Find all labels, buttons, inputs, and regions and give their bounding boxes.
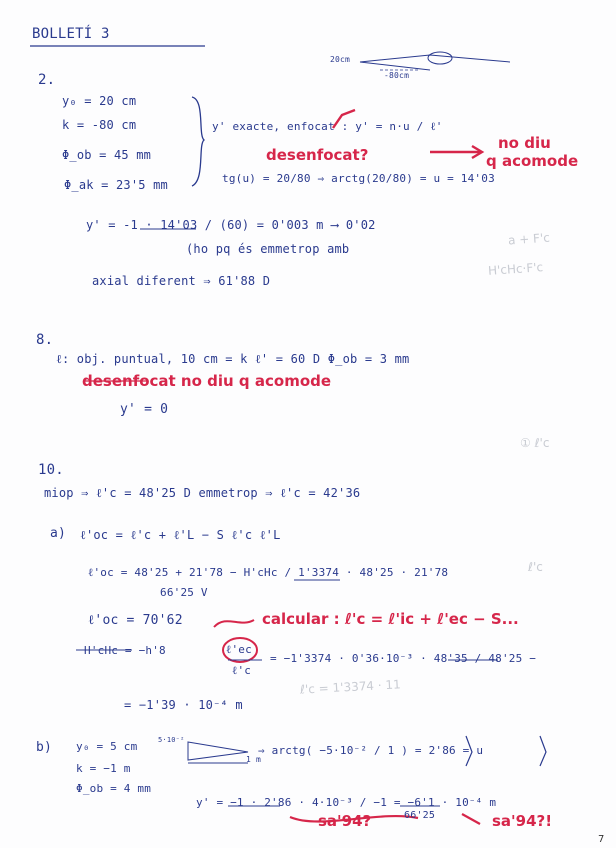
correction-note: no diu bbox=[498, 134, 551, 152]
pencil-note: a + F'c bbox=[507, 230, 551, 248]
sketch-label: 1 m bbox=[246, 755, 262, 764]
given-value: Φ_ak = 23'5 mm bbox=[64, 178, 168, 192]
sketch-label: 5·10⁻² bbox=[158, 736, 185, 744]
correction-note: desenfocat no diu q acomode bbox=[82, 372, 332, 390]
equation-line: (ho pq és emmetrop amb bbox=[186, 242, 350, 256]
pencil-note: ① ℓ'c bbox=[520, 436, 550, 450]
equation-line: axial diferent ⇒ 61'88 D bbox=[92, 274, 271, 288]
equation-line: y' exacte, enfocat : y' = n·u / ℓ' bbox=[212, 120, 443, 133]
equation-line: 66'25 bbox=[404, 810, 436, 821]
page-title: BOLLETÍ 3 bbox=[32, 26, 110, 42]
part-label: a) bbox=[50, 526, 67, 541]
problem-number: 10. bbox=[38, 462, 64, 478]
equation-line: = −1'39 · 10⁻⁴ m bbox=[124, 698, 243, 712]
problem-number: 8. bbox=[36, 332, 54, 348]
problem-number: 2. bbox=[38, 72, 56, 88]
pencil-note: ℓ'c = 1'3374 · 11 bbox=[299, 677, 402, 697]
equation-line: tg(u) = 20/80 ⇒ arctg(20/80) = u = 14'03 bbox=[222, 172, 495, 185]
part-label: b) bbox=[36, 740, 53, 755]
equation-line: y' = -1 · 14'03 / (60) = 0'003 m ⟶ 0'02 bbox=[86, 218, 376, 232]
given-value: y₀ = 20 cm bbox=[62, 94, 137, 108]
pencil-note: ℓ'c bbox=[528, 560, 543, 574]
correction-note: sa'94? bbox=[318, 812, 372, 830]
equation-line: = −1'3374 · 0'36·10⁻³ · 48'35 / 48'25 − bbox=[270, 652, 537, 665]
equation-line: ℓ'oc = 70'62 bbox=[88, 613, 183, 628]
given-value: k = −1 m bbox=[76, 762, 131, 775]
correction-note: calcular : ℓ'c = ℓ'ic + ℓ'ec − S... bbox=[262, 610, 519, 628]
equation-line: miop ⇒ ℓ'c = 48'25 D emmetrop ⇒ ℓ'c = 42'36 bbox=[44, 486, 361, 500]
given-value: y₀ = 5 cm bbox=[76, 740, 138, 753]
equation-line: y' = 0 bbox=[120, 402, 169, 417]
equation-line: ⇒ arctg( −5·10⁻² / 1 ) = 2'86 = u bbox=[258, 744, 484, 757]
correction-note: desenfocat? bbox=[266, 146, 369, 164]
equation-line: y' = −1 · 2'86 · 4·10⁻³ / −1 = −6'1 · 10⁻⁴ m bbox=[196, 796, 497, 809]
page-number: 7 bbox=[598, 834, 605, 845]
equation-line: ℓ'oc = 48'25 + 21'78 − H'cHc / 1'3374 · 48'25 · 21'78 bbox=[88, 566, 449, 579]
equation-line: 66'25 V bbox=[160, 586, 208, 599]
correction-note: sa'94?! bbox=[492, 812, 553, 830]
pencil-note: H'cHc·F'c bbox=[487, 260, 544, 278]
equation-line: H'cHc = −h'8 bbox=[84, 644, 166, 657]
given-value: Φ_ob = 4 mm bbox=[76, 782, 152, 795]
equation-line: ℓ'oc = ℓ'c + ℓ'L − S ℓ'c ℓ'L bbox=[80, 528, 281, 542]
circled-term: ℓ'ec bbox=[226, 643, 252, 656]
given-value: Φ_ob = 45 mm bbox=[62, 148, 152, 162]
sketch-label: 20cm bbox=[330, 55, 351, 64]
correction-note: q acomode bbox=[486, 152, 579, 170]
given-value: k = -80 cm bbox=[62, 118, 137, 132]
equation-line: ℓ'c bbox=[232, 664, 252, 677]
equation-line: ℓ: obj. puntual, 10 cm = k ℓ' = 60 D Φ_ob = 3 mm bbox=[56, 352, 410, 366]
sketch-label: -80cm bbox=[384, 71, 410, 80]
